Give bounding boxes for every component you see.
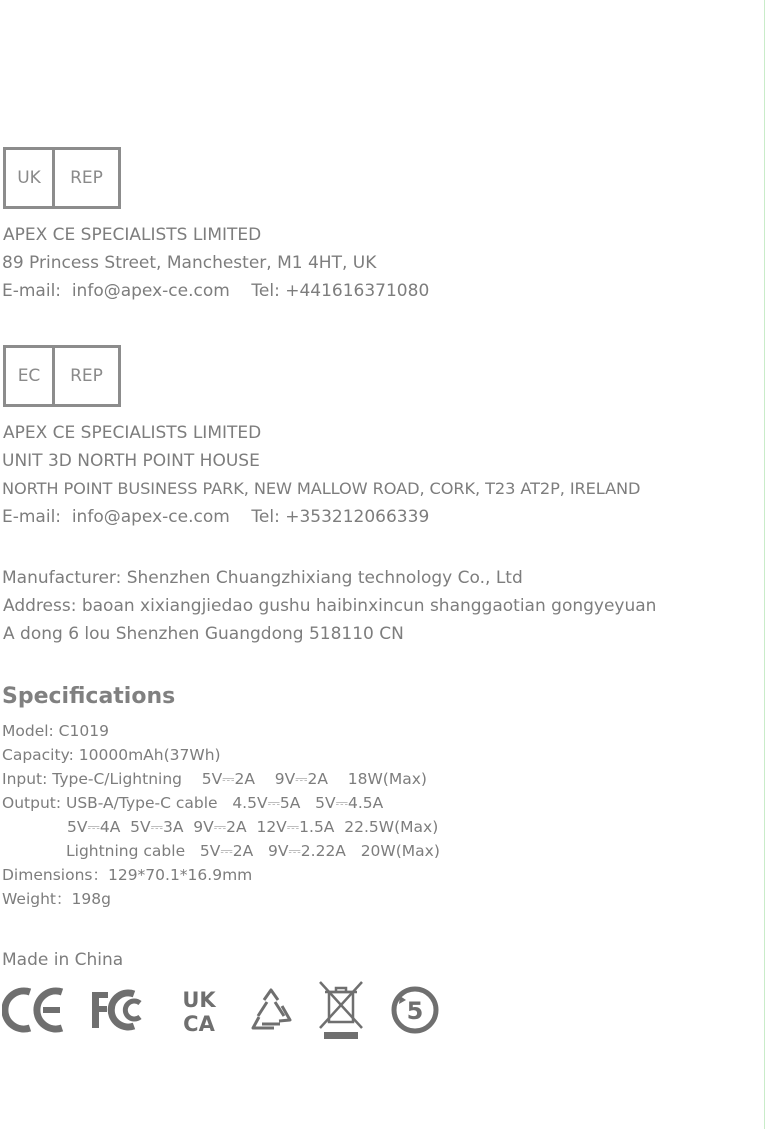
weee-bin-icon (316, 980, 366, 1042)
uk-rep-rep-label: REP (70, 168, 103, 188)
made-in-china: Made in China (2, 950, 124, 970)
uk-rep-label: UK (6, 150, 55, 206)
uk-rep-box (3, 147, 121, 209)
spec-input: Input: Type-C/Lightning 5V⎓2A 9V⎓2A 18W(Max) (2, 770, 427, 788)
specifications-title: Specifications (2, 684, 176, 709)
spec-output-usb-c: 5V⎓4A 5V⎓3A 9V⎓2A 12V⎓1.5A 22.5W(Max) (67, 818, 439, 836)
manufacturer-name: Manufacturer: Shenzhen Chuangzhixiang technology Co., Ltd (2, 568, 523, 588)
page-edge-line (764, 0, 765, 1129)
spec-output: Output: USB-A/Type-C cable 4.5V⎓5A 5V⎓4.5A (2, 794, 384, 812)
ukca-top-text: UK (182, 988, 216, 1012)
ce-mark-icon (2, 986, 66, 1034)
spec-dimensions: Dimensions：129*70.1*16.9mm (2, 866, 253, 884)
ukca-bottom-text: CA (183, 1012, 215, 1034)
spec-output-lightning: Lightning cable 5V⎓2A 9V⎓2.22A 20W(Max) (66, 842, 440, 860)
fcc-mark-icon (88, 986, 152, 1034)
ukca-mark-icon (174, 986, 224, 1034)
spec-model: Model: C1019 (2, 722, 109, 740)
recycle-icon (246, 986, 296, 1034)
ec-rep-address: NORTH POINT BUSINESS PARK, NEW MALLOW ROAD, CORK, T23 AT2P, IRELAND (2, 479, 641, 498)
uk-rep-address: 89 Princess Street, Manchester, M1 4HT, UK (2, 253, 377, 273)
ec-rep-label: EC (6, 348, 55, 404)
manufacturer-address-2: A dong 6 lou Shenzhen Guangdong 518110 CN (3, 624, 404, 644)
ec-rep-company: APEX CE SPECIALISTS LIMITED (3, 423, 262, 443)
environmental-period-5-icon (390, 986, 440, 1034)
spec-capacity: Capacity: 10000mAh(37Wh) (2, 746, 221, 764)
ec-rep-box (3, 345, 121, 407)
env-period-number: 5 (406, 997, 424, 1025)
uk-rep-contact: E-mail: info@apex-ce.com Tel: +441616371080 (2, 281, 430, 301)
ec-rep-unit: UNIT 3D NORTH POINT HOUSE (2, 451, 260, 471)
ec-rep-rep-label: REP (70, 366, 103, 386)
manufacturer-address-1: Address: baoan xixiangjiedao gushu haibinxincun shanggaotian gongyeyuan (3, 596, 657, 616)
uk-rep-company: APEX CE SPECIALISTS LIMITED (3, 225, 262, 245)
spec-weight: Weight：198g (2, 890, 111, 908)
ec-rep-contact: E-mail: info@apex-ce.com Tel: +353212066339 (2, 507, 430, 527)
